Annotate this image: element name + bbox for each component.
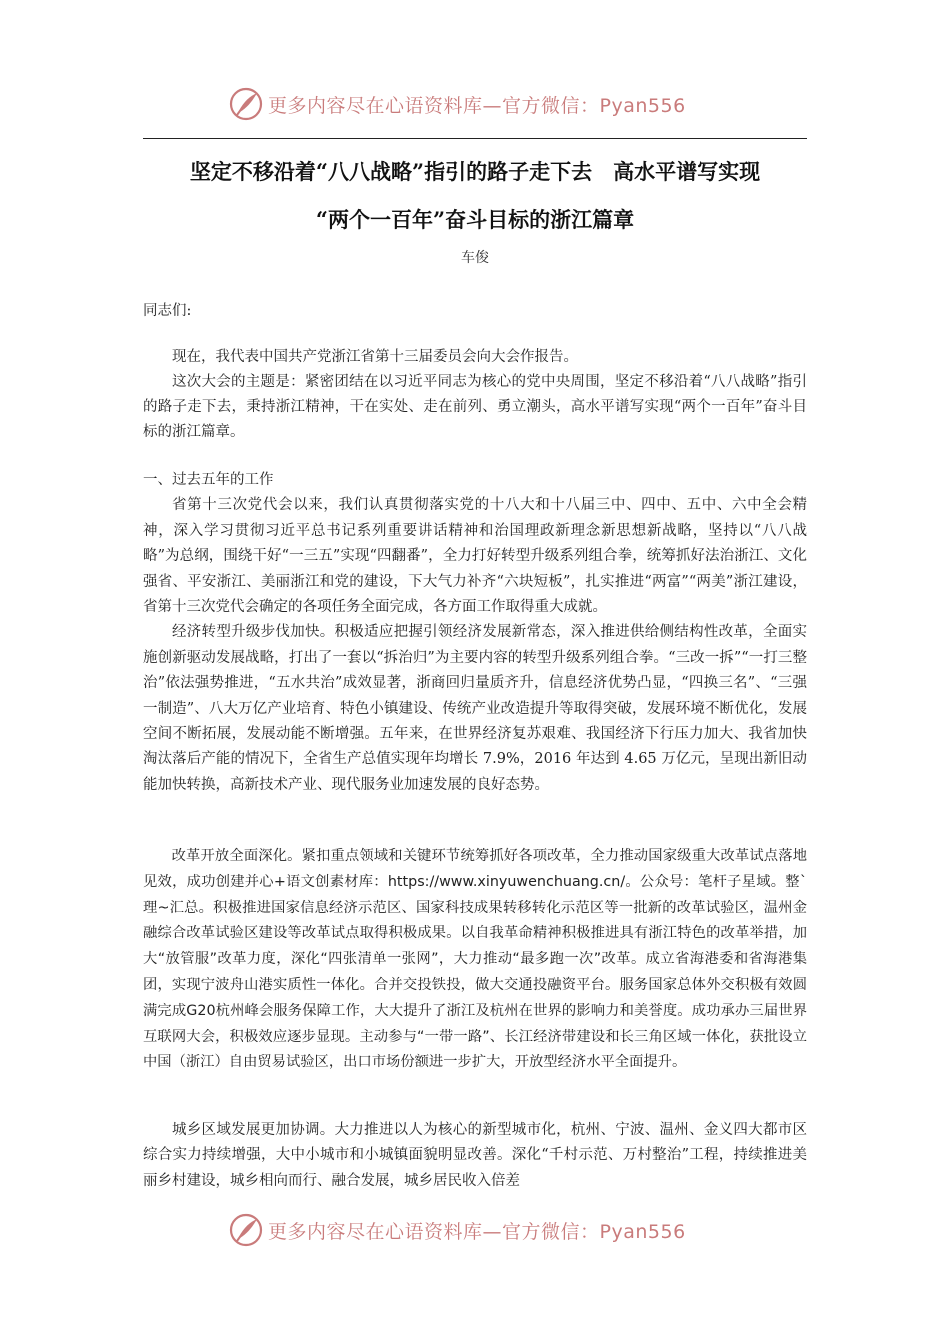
section-heading: 一、过去五年的工作 — [143, 472, 274, 488]
section-1 — [143, 468, 807, 798]
reform-section — [143, 844, 807, 1076]
quill-logo-icon — [228, 86, 264, 122]
urban-paragraph: 城乡区域发展更加协调。大力推进以人为核心的新型城市化，杭州、宁波、温州、金义四大都市区综合实力持续增强，大中小城市和小城镇面貌明显改善。深化“千村示范、万村整治”工程，持续推进美丽乡村建设，城乡相向而行、融合发展，城乡居民收入倍差 — [143, 1122, 807, 1189]
salutation: 同志们: — [143, 303, 192, 319]
urban-section — [143, 1118, 807, 1194]
quill-logo-icon — [228, 1212, 264, 1248]
intro-section — [143, 345, 807, 445]
author-name: 车俊 — [461, 250, 489, 266]
banner-text: 更多内容尽在心语资料库—官方微信：Pyan556 — [268, 1220, 686, 1243]
document-title-line-2: “两个一百年”奋斗目标的浙江篇章 — [315, 207, 635, 232]
footer-banner — [0, 1208, 950, 1252]
header-rule — [143, 138, 807, 139]
theme-paragraph: 这次大会的主题是：紧密团结在以习近平同志为核心的党中央周围，坚定不移沿着“八八战略”指引的路子走下去，秉持浙江精神，干在实处、走在前列、勇立潮头，高水平谱写实现“两个一百年”奋斗目标的浙江篇章。 — [143, 374, 807, 440]
intro-paragraph: 现在，我代表中国共产党浙江省第十三届委员会向大会作报告。 — [172, 349, 578, 365]
reform-paragraph: 改革开放全面深化。紧扣重点领域和关键环节统筹抓好各项改革，全力推动国家级重大改革试点落地见效，成功创建并心+语文创素材库：https://www.xinyuwenchuang.cn/。公众号：笔杆子星域。整`理~汇总。积极推进国家信息经济示范区、国家科技成果转移转化示范区等一批新的改革试验区，温州金融综合改革试验区建设等改革试点取得积极成果。以自我革命精神积极推进具有浙江特色的改革举措，加大“放管服”改革力度，深化“四张清单一张网”，大力推动“最多跑一次”改革。成立省海港委和省海港集团，实现宁波舟山港实质性一体化。合并交投铁投，做大交通投融资平台。服务国家总体外交积极有效圆满完成G20杭州峰会服务保障工作，大大提升了浙江及杭州在世界的影响力和美誉度。成功承办三届世界互联网大会，积极效应逐步显现。主动参与“一带一路”、长江经济带建设和长三角区域一体化，获批设立中国（浙江）自由贸易试验区，出口市场份额进一步扩大，开放型经济水平全面提升。 — [143, 848, 807, 1071]
section-paragraph: 经济转型升级步伐加快。积极适应把握引领经济发展新常态，深入推进供给侧结构性改革，全面实施创新驱动发展战略，打出了一套以“拆治归”为主要内容的转型升级系列组合拳。“三改一拆”“一打三整治”依法强势推进，“五水共治”成效显著，浙商回归量质齐升，信息经济优势凸显，“四换三名”、“三强一制造”、八大万亿产业培育、特色小镇建设、传统产业改造提升等取得突破，发展环境不断优化，发展空间不断拓展，发展动能不断增强。五年来，在世界经济复苏艰难、我国经济下行压力加大、我省加快淘汰落后产能的情况下，全省生产总值实现年均增长 7.9%，2016 年达到 4.65 万亿元，呈现出新旧动能加快转换，高新技术产业、现代服务业加速发展的良好态势。 — [143, 624, 807, 793]
section-paragraph: 省第十三次党代会以来，我们认真贯彻落实党的十八大和十八届三中、四中、五中、六中全会精神，深入学习贯彻习近平总书记系列重要讲话精神和治国理政新理念新思想新战略，坚持以“八八战略”为总纲，围绕干好“一三五”实现“四翻番”，全力打好转型升级系列组合拳，统筹抓好法治浙江、文化强省、平安浙江、美丽浙江和党的建设，下大气力补齐“六块短板”，扎实推进“两富”“两美”浙江建设，省第十三次党代会确定的各项任务全面完成，各方面工作取得重大成就。 — [143, 497, 807, 616]
header-banner — [0, 82, 950, 126]
document-title-line-1: 坚定不移沿着“八八战略”指引的路子走下去 高水平谱写实现 — [189, 159, 761, 184]
banner-text: 更多内容尽在心语资料库—官方微信：Pyan556 — [268, 94, 686, 117]
